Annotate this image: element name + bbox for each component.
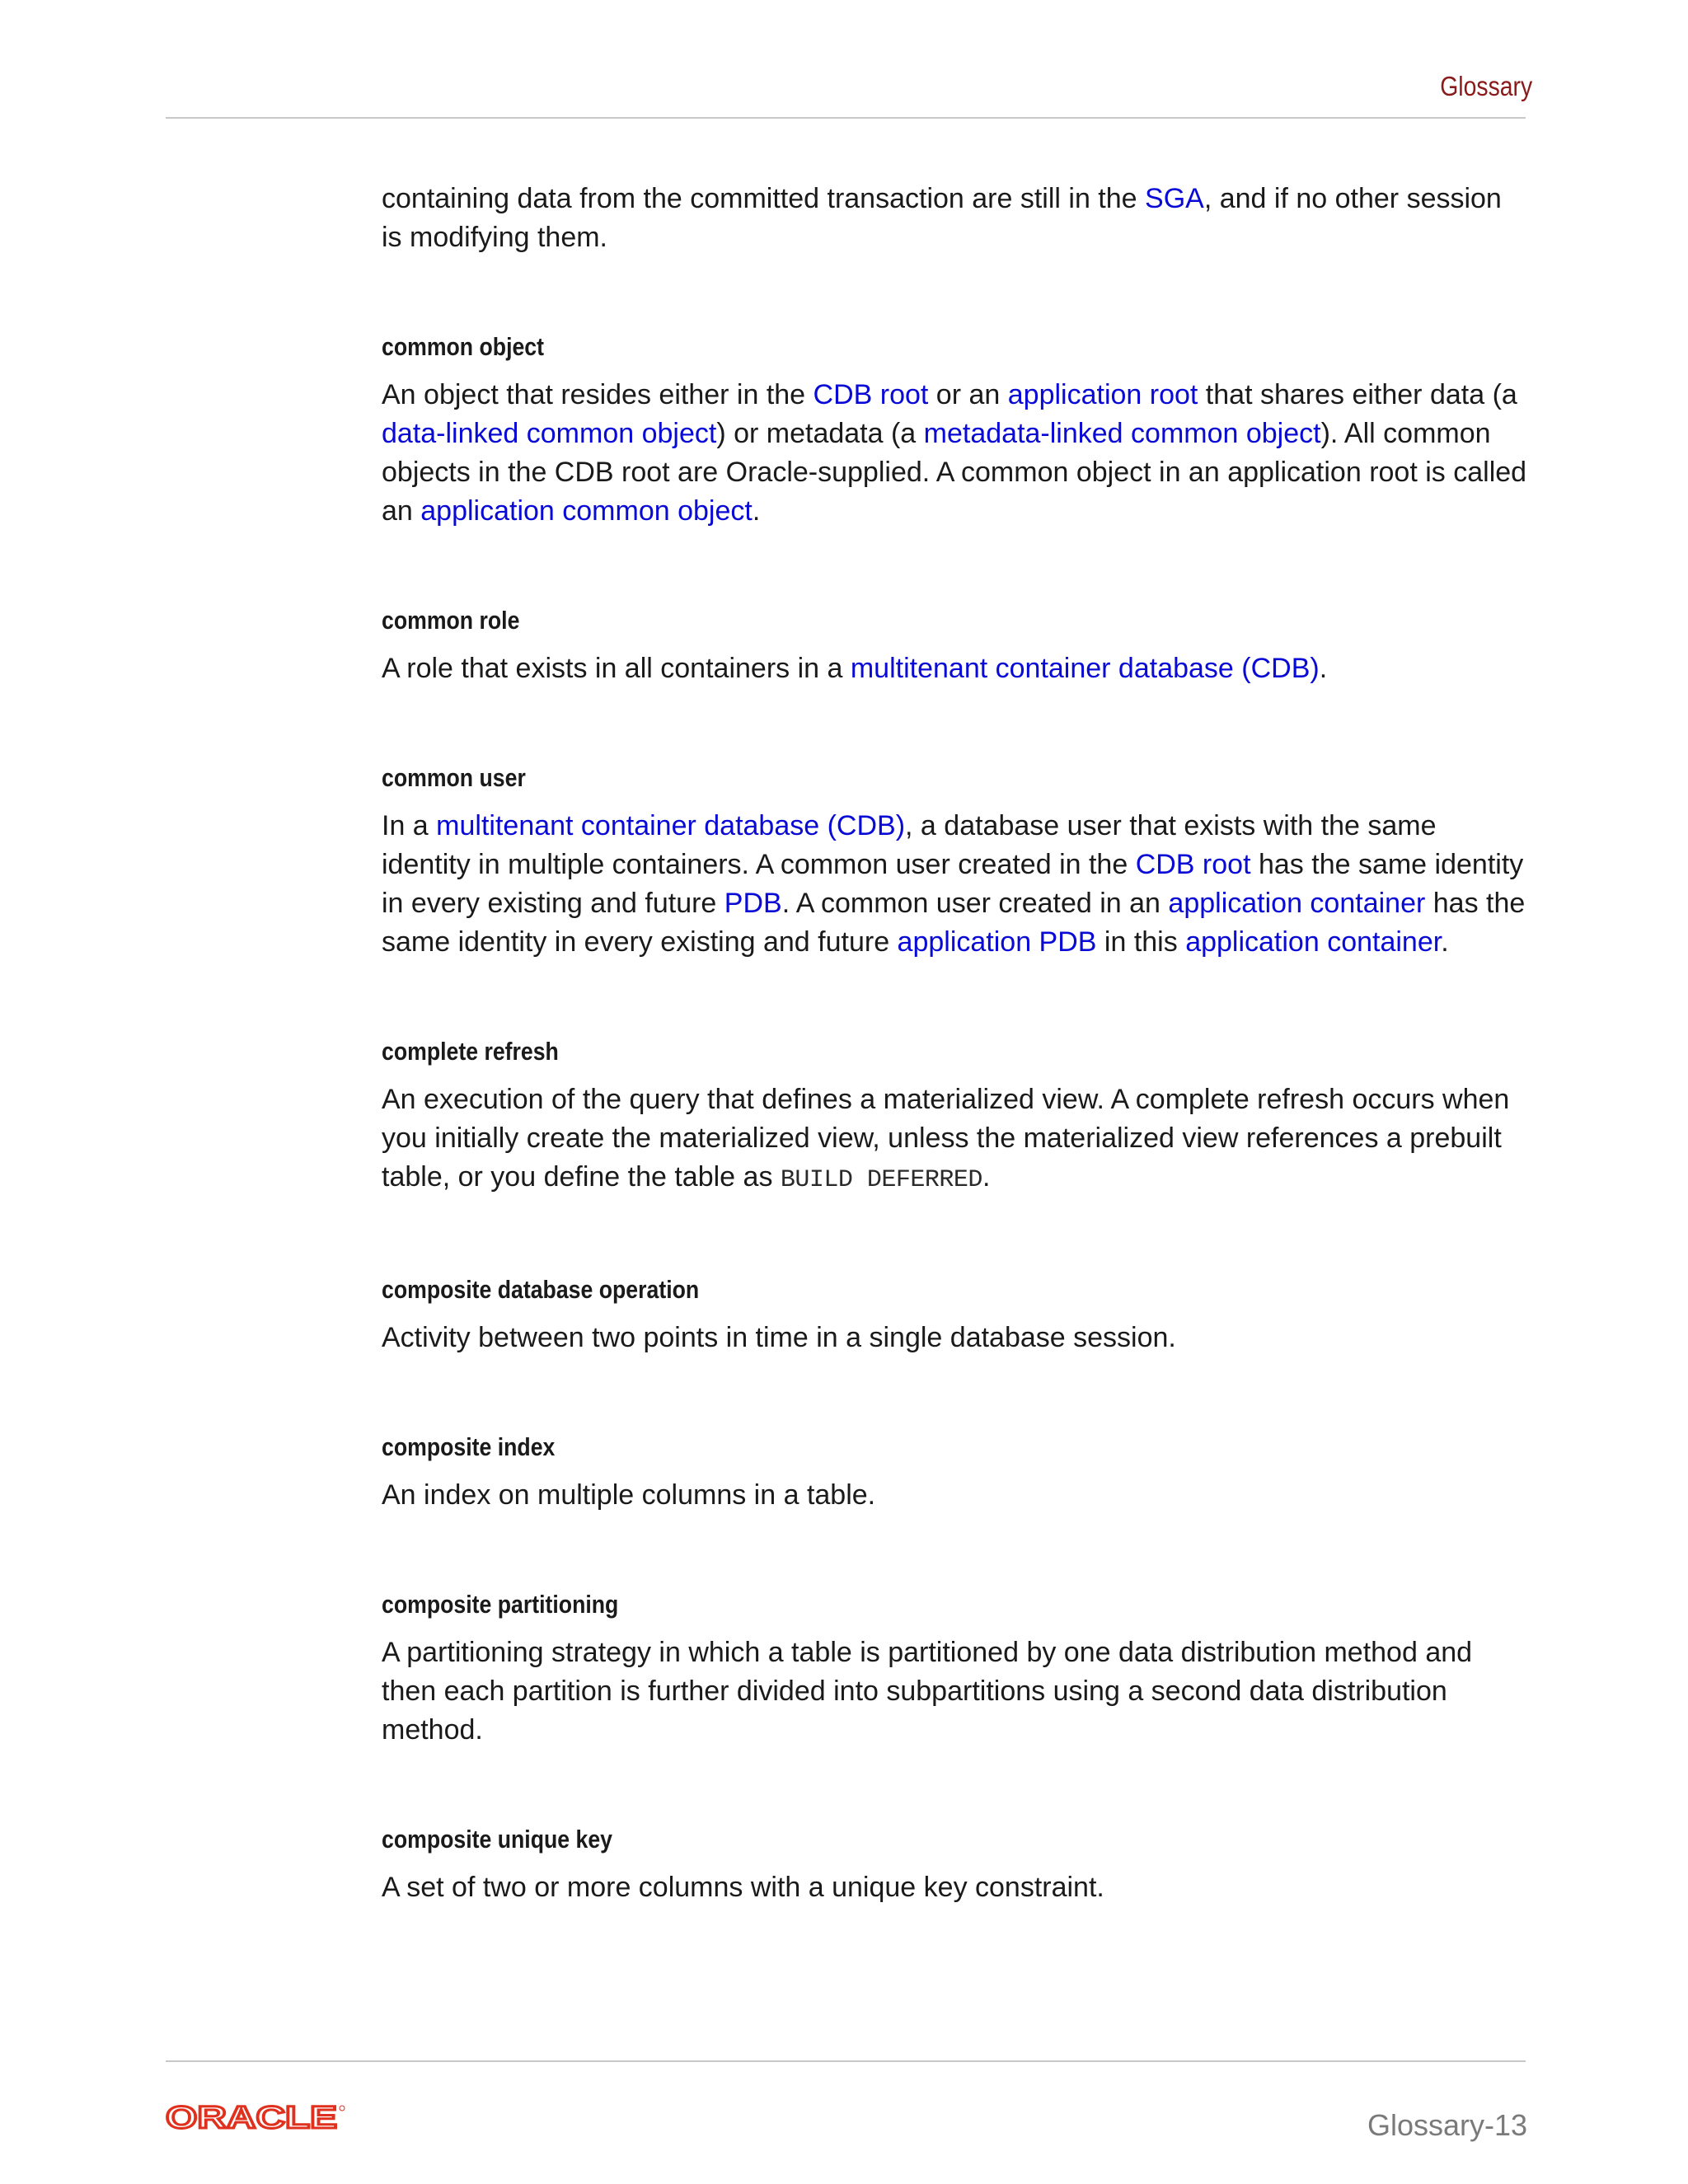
text-run: A set of two or more columns with a unique key constraint.: [382, 1872, 1104, 1903]
glossary-link[interactable]: metadata-linked common object: [923, 418, 1321, 449]
glossary-entry: [382, 1823, 1527, 1907]
text-run: .: [1441, 926, 1449, 958]
glossary-definition: [382, 1080, 1527, 1200]
glossary-link[interactable]: application container: [1168, 888, 1426, 919]
glossary-entry: [382, 1588, 1527, 1750]
glossary-term: composite unique key: [382, 1825, 612, 1854]
page-number: Glossary-13: [1367, 2108, 1527, 2142]
glossary-entry: [382, 1431, 1527, 1515]
oracle-logo: [166, 2103, 347, 2133]
glossary-entry: [382, 762, 1527, 962]
glossary-link[interactable]: application root: [1007, 379, 1198, 410]
glossary-term: common object: [382, 332, 545, 361]
glossary-entry: [382, 1273, 1527, 1357]
text-run: , and if no other session is modifying them.: [382, 183, 1502, 253]
glossary-link[interactable]: application PDB: [897, 926, 1097, 958]
glossary-entries: [382, 330, 1527, 1907]
glossary-term: complete refresh: [382, 1037, 559, 1066]
text-run: Activity between two points in time in a single database session.: [382, 1322, 1176, 1353]
text-run: A role that exists in all containers in a: [382, 653, 851, 684]
text-run: in this: [1096, 926, 1186, 958]
glossary-definition: [382, 649, 1527, 688]
text-run: .: [1319, 653, 1328, 684]
header-divider: [166, 117, 1526, 119]
glossary-link[interactable]: multitenant container database (CDB): [436, 810, 906, 841]
text-run: that shares either data (a: [1198, 379, 1517, 410]
intro-paragraph: [382, 180, 1527, 257]
footer-divider: [166, 2060, 1526, 2062]
glossary-definition: [382, 376, 1527, 531]
text-run: An object that resides either in the: [382, 379, 814, 410]
text-run: .: [982, 1161, 991, 1193]
text-run: ) or metadata (a: [716, 418, 924, 449]
text-run: ). All common objects in the CDB root are Oracle-supplied. A common object in an application root is called an: [382, 418, 1527, 527]
glossary-definition: [382, 807, 1527, 962]
glossary-link[interactable]: SGA: [1145, 183, 1204, 214]
oracle-logo-icon: [166, 2103, 347, 2133]
text-run: A partitioning strategy in which a table is partitioned by one data distribution method and then each partition is further divided into subpartitions using a second data distribution method.: [382, 1637, 1473, 1746]
glossary-link[interactable]: CDB root: [813, 379, 929, 410]
glossary-definition: [382, 1319, 1527, 1357]
glossary-link[interactable]: PDB: [724, 888, 782, 919]
glossary-link[interactable]: application common object: [420, 495, 753, 527]
text-run: . A common user created in an: [781, 888, 1169, 919]
glossary-entry: [382, 604, 1527, 688]
glossary-definition: [382, 1868, 1527, 1907]
glossary-content: [382, 180, 1527, 1907]
glossary-link[interactable]: application container: [1185, 926, 1442, 958]
code-literal: BUILD DEFERRED: [780, 1166, 982, 1194]
glossary-link[interactable]: data-linked common object: [382, 418, 717, 449]
text-run: An index on multiple columns in a table.: [382, 1479, 876, 1511]
running-header-title: Glossary: [1440, 71, 1532, 101]
svg-text:ORACLE: ORACLE: [166, 2103, 337, 2133]
glossary-definition: [382, 1633, 1527, 1750]
glossary-definition: [382, 1476, 1527, 1515]
text-run: .: [752, 495, 761, 527]
glossary-entry: [382, 1035, 1527, 1200]
glossary-term: composite database operation: [382, 1275, 700, 1304]
glossary-term: composite partitioning: [382, 1590, 619, 1619]
text-run: , a database user that exists with the same identity in multiple containers. A common user created in the: [382, 810, 1437, 880]
text-run: or an: [928, 379, 1008, 410]
glossary-term: common role: [382, 606, 520, 635]
text-run: has the same identity in every existing and future: [382, 888, 1526, 958]
glossary-entry: [382, 330, 1527, 531]
text-run: An execution of the query that defines a materialized view. A complete refresh occurs when you initially create the materialized view, unless the materialized view references a prebuilt table, or you define the table as: [382, 1084, 1510, 1193]
text-run: In a: [382, 810, 437, 841]
glossary-term: common user: [382, 763, 526, 792]
text-run: containing data from the committed transaction are still in the: [382, 183, 1146, 214]
glossary-link[interactable]: multitenant container database (CDB): [850, 653, 1320, 684]
glossary-link[interactable]: CDB root: [1135, 849, 1251, 880]
glossary-term: composite index: [382, 1432, 556, 1461]
text-run: has the same identity in every existing and future: [382, 849, 1524, 919]
